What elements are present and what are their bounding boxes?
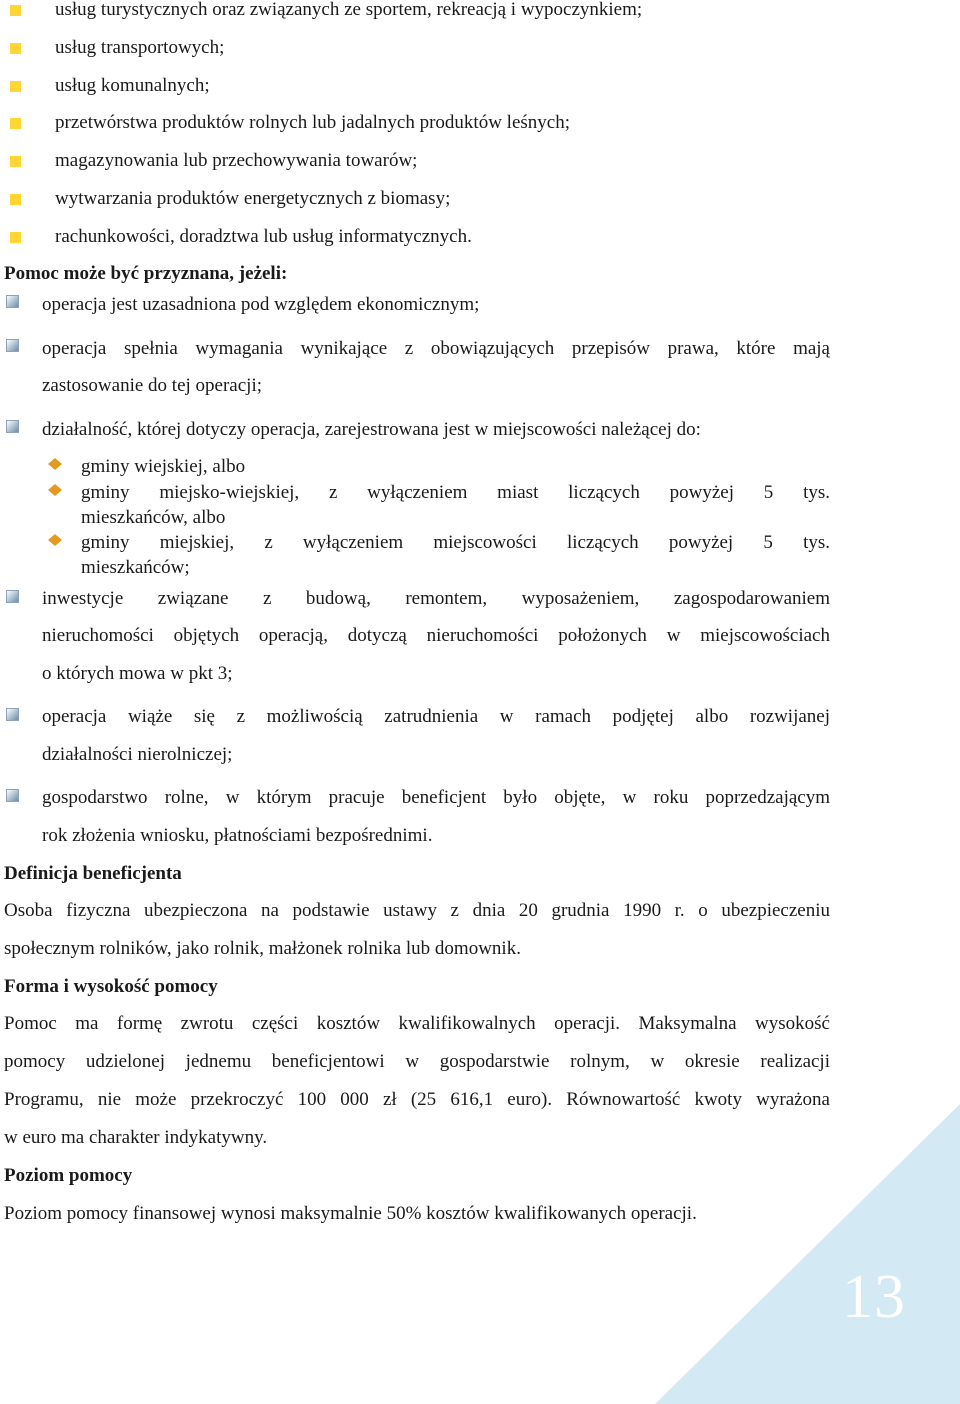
page-number: 13: [842, 1263, 906, 1331]
list-item: usług turystycznych oraz związanych ze sportem, rekreacją i wypoczynkiem;: [55, 0, 643, 20]
condition-item-line: gospodarstwo rolne, w którym pracuje beneficjent było objęte, w roku poprzedzającym: [42, 787, 830, 808]
bullet-square-icon: [10, 81, 21, 92]
sub-item-line: gminy miejsko-wiejskiej, z wyłączeniem miast liczących powyżej 5 tys.: [81, 482, 830, 503]
sub-item-line: mieszkańców, albo: [81, 507, 226, 528]
level-heading: Poziom pomocy: [4, 1165, 133, 1186]
sub-item: gminy wiejskiej, albo: [81, 456, 246, 477]
bullet-square-icon: [10, 194, 21, 205]
paragraph-line: pomocy udzielonej jednemu beneficjentowi w gospodarstwie rolnym, w okresie realizacji: [4, 1051, 830, 1072]
list-item: magazynowania lub przechowywania towarów;: [55, 150, 418, 171]
corner-decoration: [655, 1104, 960, 1404]
bullet-square-icon: [10, 5, 21, 16]
bullet-box-icon: [6, 708, 19, 721]
condition-item: działalność, której dotyczy operacja, zarejestrowana jest w miejscowości należącej do:: [42, 419, 701, 440]
condition-item-line: nieruchomości objętych operacją, dotyczą nieruchomości położonych w miejscowościach: [42, 625, 830, 646]
sub-item-line: gminy miejskiej, z wyłączeniem miejscowości liczących powyżej 5 tys.: [81, 532, 830, 553]
paragraph-line: Osoba fizyczna ubezpieczona na podstawie ustawy z dnia 20 grudnia 1990 r. o ubezpieczeniu: [4, 900, 830, 921]
diamond-bullet-icon: [48, 534, 62, 546]
list-item: rachunkowości, doradztwa lub usług informatycznych.: [55, 226, 472, 247]
bullet-square-icon: [10, 43, 21, 54]
paragraph-line: Programu, nie może przekroczyć 100 000 zł (25 616,1 euro). Równowartość kwoty wyrażona: [4, 1089, 830, 1110]
condition-item-line: zastosowanie do tej operacji;: [42, 375, 263, 396]
bullet-box-icon: [6, 420, 19, 433]
list-item: usług transportowych;: [55, 37, 225, 58]
list-item: usług komunalnych;: [55, 75, 210, 96]
paragraph-line: Poziom pomocy finansowej wynosi maksymalnie 50% kosztów kwalifikowanych operacji.: [4, 1203, 697, 1224]
condition-item-line: operacja spełnia wymagania wynikające z obowiązujących przepisów prawa, które mają: [42, 338, 830, 359]
condition-item-line: operacja wiąże się z możliwością zatrudnienia w ramach podjętej albo rozwijanej: [42, 706, 830, 727]
paragraph-line: Pomoc ma formę zwrotu części kosztów kwalifikowalnych operacji. Maksymalna wysokość: [4, 1013, 830, 1034]
bullet-box-icon: [6, 339, 19, 352]
paragraph-line: w euro ma charakter indykatywny.: [4, 1127, 268, 1148]
form-heading: Forma i wysokość pomocy: [4, 976, 218, 997]
paragraph-line: społecznym rolników, jako rolnik, małżonek rolnika lub domownik.: [4, 938, 521, 959]
condition-item: operacja jest uzasadniona pod względem ekonomicznym;: [42, 294, 480, 315]
condition-item-line: działalności nierolniczej;: [42, 744, 233, 765]
diamond-bullet-icon: [48, 484, 62, 496]
condition-item-line: rok złożenia wniosku, płatnościami bezpośrednimi.: [42, 825, 433, 846]
bullet-box-icon: [6, 789, 19, 802]
condition-item-line: inwestycje związane z budową, remontem, wyposażeniem, zagospodarowaniem: [42, 588, 830, 609]
beneficiary-heading: Definicja beneficjenta: [4, 863, 182, 884]
conditions-heading: Pomoc może być przyznana, jeżeli:: [4, 263, 288, 284]
list-item: wytwarzania produktów energetycznych z biomasy;: [55, 188, 451, 209]
list-item: przetwórstwa produktów rolnych lub jadalnych produktów leśnych;: [55, 112, 570, 133]
condition-item-line: o których mowa w pkt 3;: [42, 663, 233, 684]
bullet-box-icon: [6, 295, 19, 308]
bullet-square-icon: [10, 156, 21, 167]
sub-item-line: mieszkańców;: [81, 557, 190, 578]
bullet-box-icon: [6, 590, 19, 603]
bullet-square-icon: [10, 118, 21, 129]
diamond-bullet-icon: [48, 458, 62, 470]
bullet-square-icon: [10, 232, 21, 243]
